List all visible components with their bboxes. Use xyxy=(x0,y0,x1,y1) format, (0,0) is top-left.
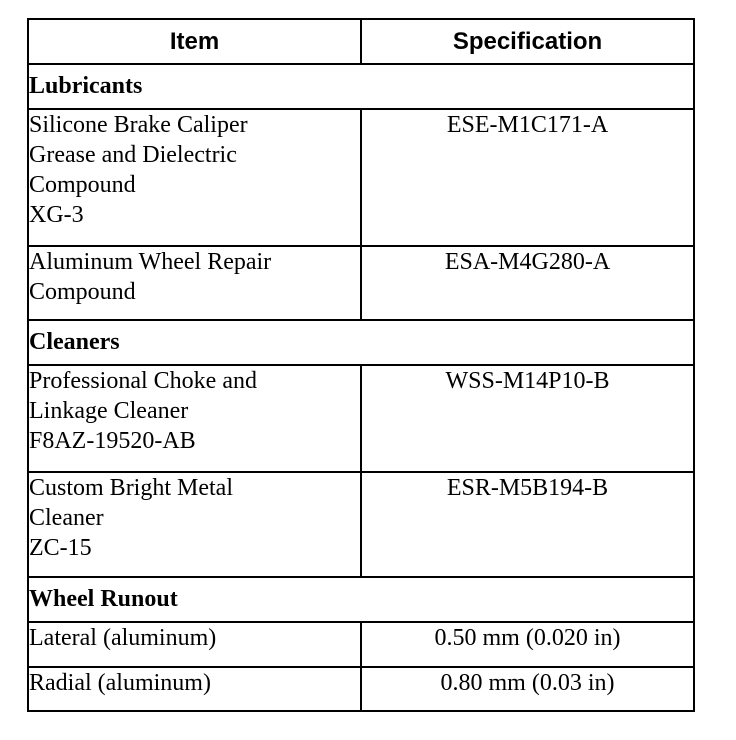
table-row xyxy=(28,667,694,711)
item-cell: Radial (aluminum) xyxy=(28,667,361,711)
section-title-wheel-runout: Wheel Runout xyxy=(28,577,694,622)
spec-cell: 0.80 mm (0.03 in) xyxy=(361,667,694,711)
item-cell: Lateral (aluminum) xyxy=(28,622,361,667)
spec-cell: ESR-M5B194-B xyxy=(361,472,694,577)
section-row-lubricants xyxy=(28,64,694,109)
specification-table xyxy=(27,18,695,712)
section-title-lubricants: Lubricants xyxy=(28,64,694,109)
item-cell: Professional Choke and Linkage Cleaner F8AZ-19520-AB xyxy=(28,365,361,472)
header-row xyxy=(28,19,694,64)
item-column-header: Item xyxy=(28,19,361,64)
section-row-wheel-runout xyxy=(28,577,694,622)
spec-cell: ESE-M1C171-A xyxy=(361,109,694,246)
item-cell: Aluminum Wheel Repair Compound xyxy=(28,246,361,320)
table-row xyxy=(28,109,694,246)
table-row xyxy=(28,246,694,320)
spec-cell: WSS-M14P10-B xyxy=(361,365,694,472)
item-cell: Custom Bright Metal Cleaner ZC-15 xyxy=(28,472,361,577)
specification-column-header: Specification xyxy=(361,19,694,64)
table-row xyxy=(28,472,694,577)
table-row xyxy=(28,365,694,472)
spec-cell: 0.50 mm (0.020 in) xyxy=(361,622,694,667)
section-title-cleaners: Cleaners xyxy=(28,320,694,365)
section-row-cleaners xyxy=(28,320,694,365)
item-cell: Silicone Brake Caliper Grease and Dielectric Compound XG-3 xyxy=(28,109,361,246)
table-row xyxy=(28,622,694,667)
spec-cell: ESA-M4G280-A xyxy=(361,246,694,320)
